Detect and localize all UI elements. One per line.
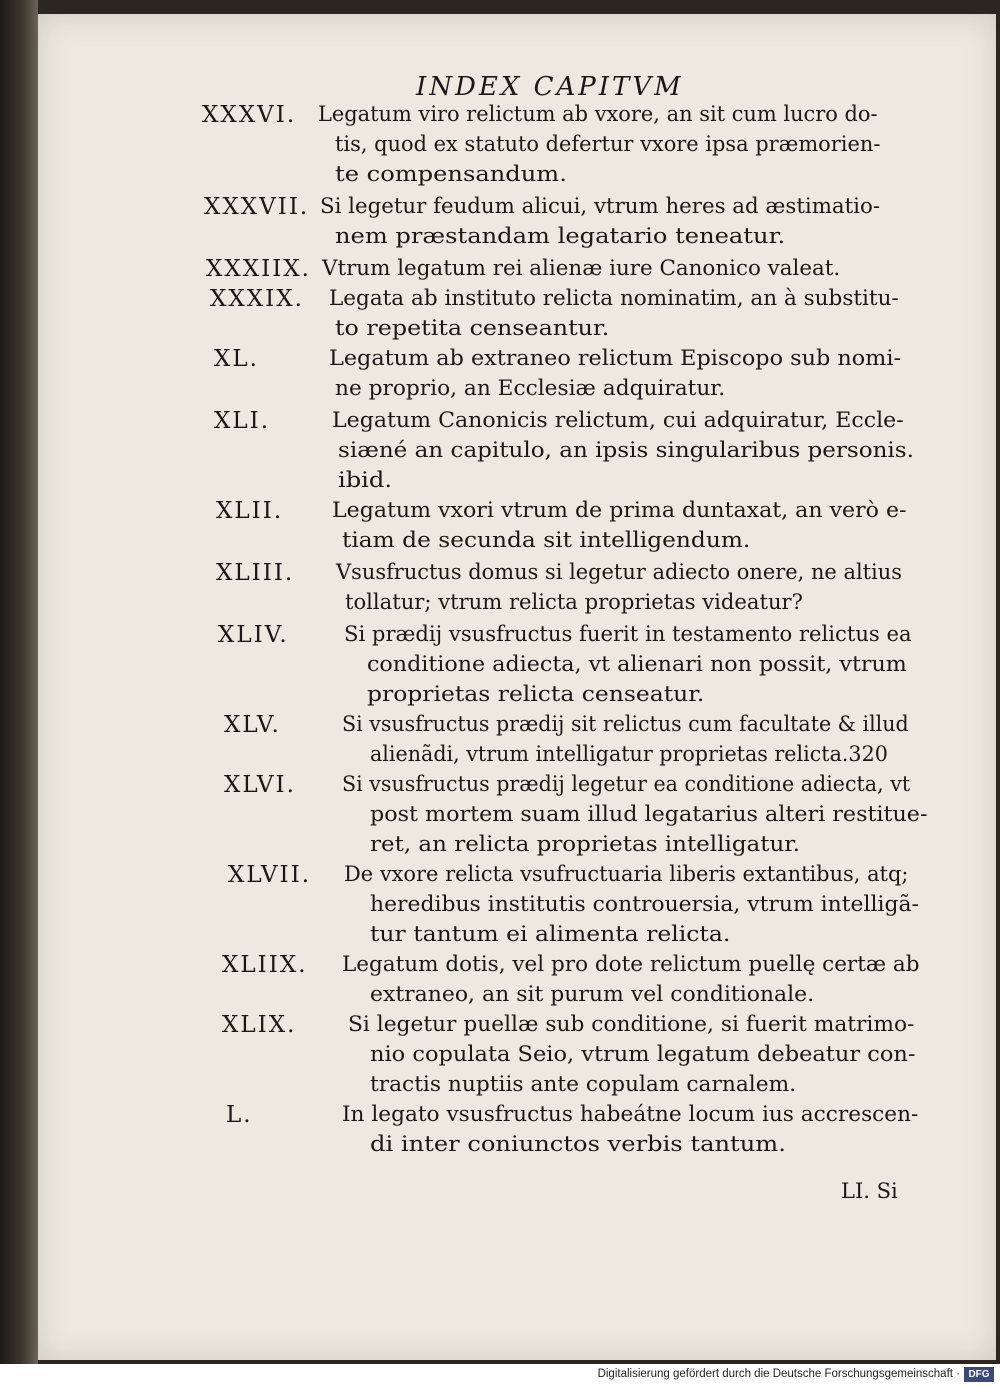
entry-text-line: Legatum ab extraneo relictum Episcopo sub nomi- — [329, 346, 902, 370]
entry-text-line: nem præstandam legatario teneatur. — [335, 224, 786, 248]
entry-text-line: di inter coniunctos verbis tantum. — [370, 1132, 786, 1156]
entry-text-line: conditione adiecta, vt alienari non possit, vtrum — [367, 652, 907, 676]
chapter-number: XXXVI. — [202, 102, 297, 128]
entry-text-line: De vxore relicta vsufructuaria liberis extantibus, atq; — [344, 862, 909, 886]
entry-text-line: ibid. — [338, 468, 393, 492]
entry-text-line: heredibus institutis controuersia, vtrum intelligã- — [370, 892, 919, 916]
chapter-number: XLI. — [214, 408, 271, 434]
entry-text-line: nio copulata Seio, vtrum legatum debeatur con- — [370, 1042, 916, 1066]
entry-text-line: Si legetur puellæ sub conditione, si fuerit matrimo- — [348, 1012, 915, 1036]
entry-text-line: Legatum dotis, vel pro dote relictum puellę certæ ab — [342, 952, 920, 976]
chapter-number: XLIIX. — [222, 952, 308, 978]
entry-text-line: post mortem suam illud legatarius alteri restitue- — [370, 802, 928, 826]
entry-text-line: siæné an capitulo, an ipsis singularibus personis. — [338, 438, 914, 462]
chapter-number: XLVII. — [228, 862, 312, 888]
chapter-number: XLII. — [216, 498, 284, 524]
entry-text-line: te compensandum. — [335, 162, 567, 186]
entry-text-line: proprietas relicta censeatur. — [367, 682, 705, 706]
entry-text-line: alienãdi, vtrum intelligatur proprietas relicta.320 — [370, 742, 888, 766]
chapter-number: L. — [226, 1102, 253, 1128]
entry-text-line: Si vsusfructus prædij legetur ea conditione adiecta, vt — [342, 772, 911, 796]
chapter-number: XLVI. — [224, 772, 296, 798]
book-page — [38, 14, 996, 1360]
dfg-logo: DFG — [964, 1367, 994, 1382]
entry-text-line: Si vsusfructus prædij sit relictus cum facultate & illud — [342, 712, 909, 736]
entry-text-line: tur tantum ei alimenta relicta. — [370, 922, 731, 946]
entry-text-line: Legatum viro relictum ab vxore, an sit cum lucro do- — [318, 102, 878, 126]
chapter-number: XXXVII. — [204, 194, 310, 220]
entry-text-line: Legata ab instituto relicta nominatim, an à substitu- — [329, 286, 899, 310]
entry-text-line: to repetita censeantur. — [335, 316, 610, 340]
chapter-number: XLV. — [224, 712, 281, 738]
chapter-number: XLIX. — [222, 1012, 297, 1038]
entry-text-line: In legato vsusfructus habeátne locum ius accrescen- — [342, 1102, 919, 1126]
entry-text-line: Si prædij vsusfructus fuerit in testamento relictus ea — [344, 622, 912, 646]
running-head: INDEX CAPITVM — [416, 72, 684, 102]
footer-credit: Digitalisierung gefördert durch die Deutsche Forschungsgemeinschaft · — [597, 1368, 960, 1380]
entry-text-line: Legatum Canonicis relictum, cui adquiratur, Eccle- — [332, 408, 904, 432]
entry-text-line: extraneo, an sit purum vel conditionale. — [370, 982, 815, 1006]
entry-text-line: Legatum vxori vtrum de prima duntaxat, an verò e- — [332, 498, 907, 522]
entry-text-line: ne proprio, an Ecclesiæ adquiratur. — [335, 376, 726, 400]
book-spine-edge — [0, 0, 38, 1364]
footer-bar — [0, 1364, 1000, 1386]
entry-text-line: Vsusfructus domus si legetur adiecto onere, ne altius — [336, 560, 902, 584]
chapter-number: XXXIX. — [210, 286, 304, 312]
entry-text-line: tis, quod ex statuto defertur vxore ipsa præmorien- — [335, 132, 881, 156]
catchword: LI. Si — [841, 1179, 898, 1203]
entry-text-line: tiam de secunda sit intelligendum. — [342, 528, 751, 552]
entry-text-line: Vtrum legatum rei alienæ iure Canonico valeat. — [322, 256, 841, 280]
chapter-number: XLIV. — [218, 622, 289, 648]
chapter-number: XL. — [214, 346, 259, 372]
entry-text-line: tractis nuptiis ante copulam carnalem. — [370, 1072, 797, 1096]
entry-text-line: ret, an relicta proprietas intelligatur. — [370, 832, 801, 856]
chapter-number: XXXIIX. — [206, 256, 311, 282]
entry-text-line: tollatur; vtrum relicta proprietas videatur? — [345, 590, 803, 614]
chapter-number: XLIII. — [216, 560, 295, 586]
entry-text-line: Si legetur feudum alicui, vtrum heres ad æstimatio- — [320, 194, 881, 218]
